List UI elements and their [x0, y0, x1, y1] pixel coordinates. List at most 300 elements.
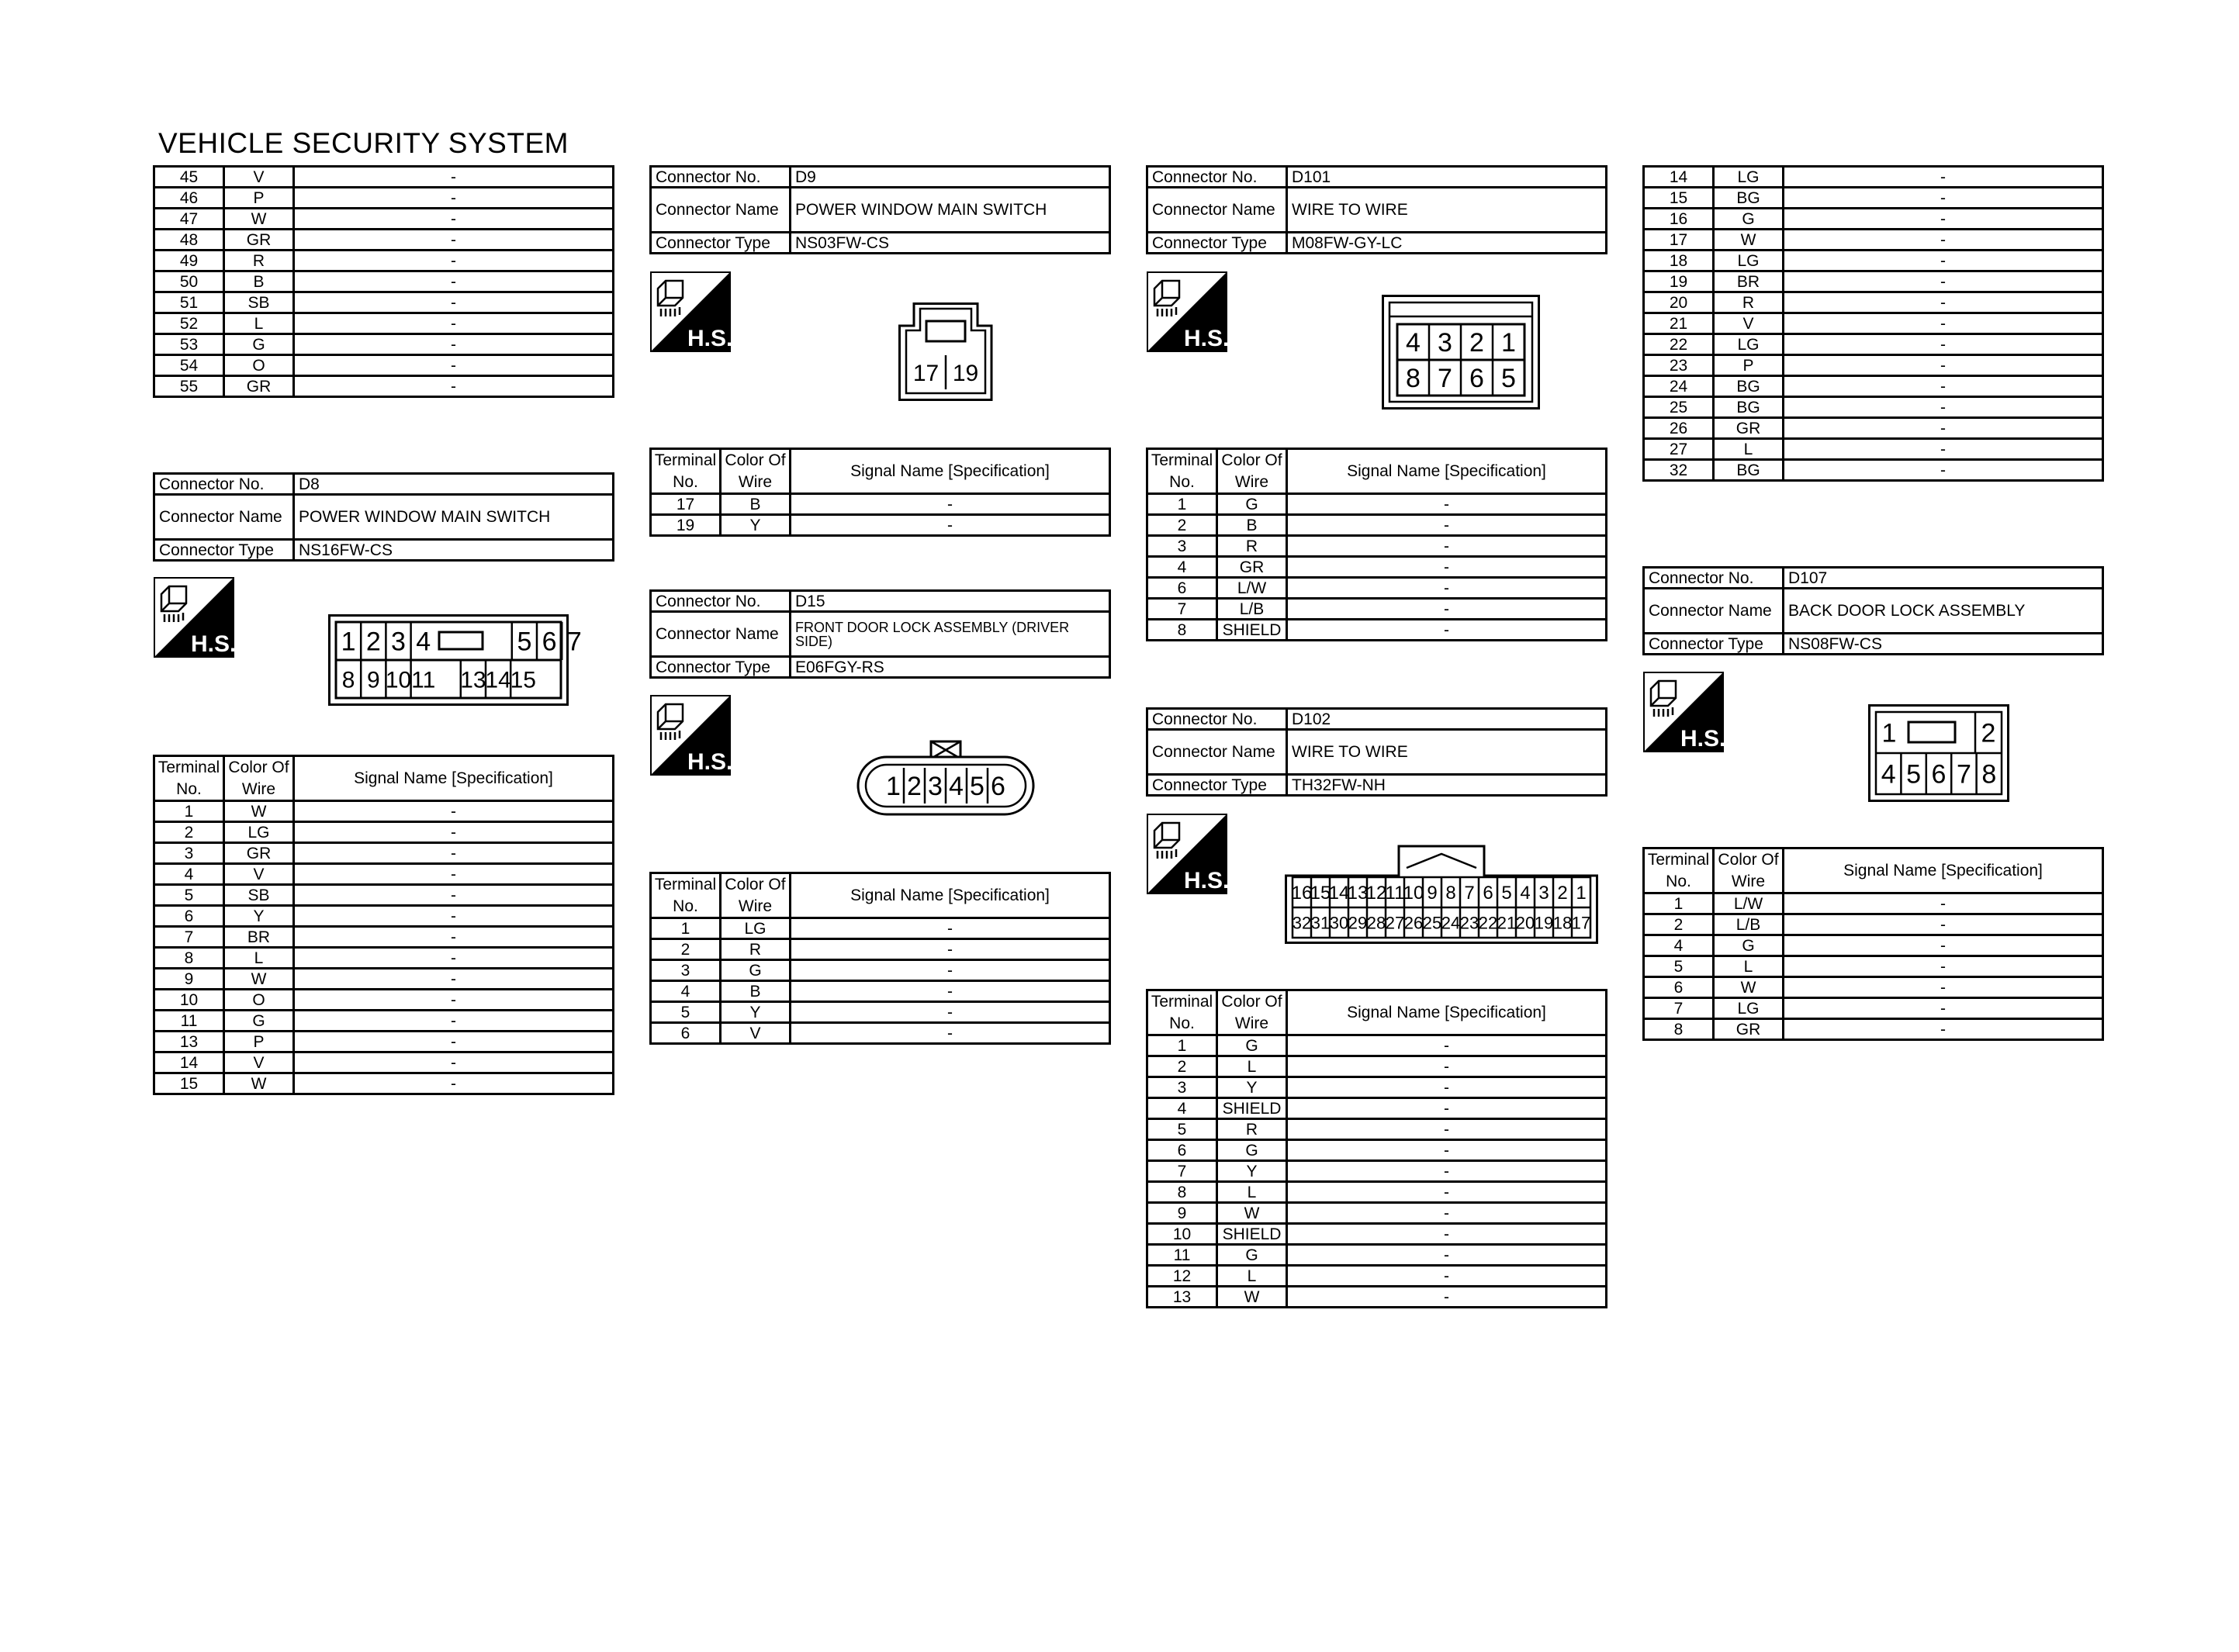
connector-d101-info: [1146, 165, 1607, 254]
terminal-no-cell: 11: [154, 1011, 224, 1032]
harness-side-icon: [1147, 271, 1230, 352]
table-row: [1147, 1245, 1607, 1266]
signal-name-cell: -: [1784, 355, 2103, 376]
wire-color-cell: GR: [1714, 1019, 1784, 1040]
connector-d101-terminals: [1146, 448, 1607, 641]
terminal-no-cell: 32: [1644, 460, 1714, 481]
signal-name-header: Signal Name [Specification]: [1287, 990, 1607, 1035]
terminal-no-cell: 10: [154, 990, 224, 1011]
wire-color-cell: W: [224, 801, 294, 822]
table-row: [1644, 998, 2103, 1019]
terminal-no-cell: 8: [1147, 620, 1217, 641]
terminal-no-cell: 7: [1147, 1161, 1217, 1182]
wire-color-cell: O: [224, 355, 294, 376]
terminal-no-cell: 50: [154, 271, 224, 292]
table-row: [651, 960, 1110, 981]
wire-color-cell: W: [224, 209, 294, 230]
wire-color-cell: Y: [1217, 1077, 1287, 1098]
signal-name-cell: -: [1784, 209, 2103, 230]
wire-color-cell: W: [224, 969, 294, 990]
terminal-no-cell: 5: [651, 1002, 721, 1023]
table-row: [651, 981, 1110, 1002]
pin-number: 6: [1469, 364, 1484, 394]
wire-color-cell: GR: [1714, 418, 1784, 439]
pin-number: 5: [1501, 883, 1512, 904]
terminal-no-cell: 24: [1644, 376, 1714, 397]
terminal-no-cell: 14: [154, 1052, 224, 1073]
wire-color-cell: G: [1217, 1245, 1287, 1266]
pin-number: 4: [416, 627, 431, 657]
signal-name-cell: -: [791, 939, 1110, 960]
terminal-no-cell: 27: [1644, 439, 1714, 460]
terminal-no-cell: 9: [154, 969, 224, 990]
terminal-no-cell: 8: [1644, 1019, 1714, 1040]
wire-color-cell: W: [224, 1073, 294, 1094]
connector-d107-terminals: [1642, 847, 2104, 1041]
table-row: [154, 292, 614, 313]
table-row: [154, 313, 614, 334]
signal-name-cell: -: [294, 843, 614, 864]
color-of-wire-header: Color Of Wire: [224, 756, 294, 801]
signal-name-cell: -: [791, 1023, 1110, 1044]
terminal-no-cell: 47: [154, 209, 224, 230]
table-row: [154, 334, 614, 355]
wire-color-cell: L/B: [1217, 599, 1287, 620]
signal-name-cell: -: [1784, 167, 2103, 188]
terminal-no-cell: 4: [651, 981, 721, 1002]
table-row: [1644, 439, 2103, 460]
wire-color-cell: BG: [1714, 460, 1784, 481]
signal-name-cell: -: [294, 1073, 614, 1094]
terminal-no-cell: 19: [1644, 271, 1714, 292]
signal-name-cell: -: [791, 515, 1110, 536]
wire-color-cell: P: [224, 188, 294, 209]
terminal-no-cell: 6: [1147, 578, 1217, 599]
connector-type-value: NS08FW-CS: [1784, 634, 2103, 655]
terminal-no-cell: 12: [1147, 1266, 1217, 1287]
wire-color-cell: L: [224, 313, 294, 334]
wire-color-cell: Y: [721, 1002, 791, 1023]
table-row: [1147, 1287, 1607, 1308]
wire-color-cell: SHIELD: [1217, 1224, 1287, 1245]
continued-terminal-table: [153, 165, 614, 398]
wire-color-cell: LG: [1714, 167, 1784, 188]
table-row: [154, 906, 614, 927]
wire-color-cell: LG: [224, 822, 294, 843]
table-row: [154, 969, 614, 990]
terminal-no-cell: 15: [154, 1073, 224, 1094]
terminal-no-cell: 55: [154, 376, 224, 397]
signal-name-cell: -: [294, 271, 614, 292]
wire-color-cell: G: [1714, 209, 1784, 230]
terminal-no-cell: 4: [154, 864, 224, 885]
color-of-wire-header: Color Of Wire: [1217, 990, 1287, 1035]
terminal-no-cell: 19: [651, 515, 721, 536]
table-row: [154, 230, 614, 251]
connector-no-label: Connector No.: [1147, 709, 1287, 730]
terminal-no-cell: 16: [1644, 209, 1714, 230]
pin-number: 6: [1931, 759, 1947, 790]
pin-number: 1: [341, 627, 356, 657]
table-row: [651, 1002, 1110, 1023]
pin-number: 23: [1459, 913, 1479, 933]
signal-name-cell: -: [1287, 1035, 1607, 1056]
table-row: [154, 885, 614, 906]
pin-number: 17: [1571, 913, 1591, 933]
table-row: [154, 864, 614, 885]
wire-color-cell: BR: [224, 927, 294, 948]
signal-name-cell: -: [294, 822, 614, 843]
wire-color-cell: LG: [1714, 334, 1784, 355]
pin-number: 3: [1538, 883, 1549, 904]
terminal-table: [1146, 989, 1607, 1308]
signal-name-cell: -: [294, 292, 614, 313]
signal-name-cell: -: [1287, 1140, 1607, 1161]
signal-name-cell: -: [294, 313, 614, 334]
wire-color-cell: GR: [1217, 557, 1287, 578]
signal-name-cell: -: [1287, 620, 1607, 641]
connector-info-table: [649, 165, 1111, 254]
terminal-no-cell: 1: [1644, 893, 1714, 914]
terminal-no-cell: 1: [1147, 494, 1217, 515]
terminal-no-cell: 49: [154, 251, 224, 271]
terminal-no-cell: 18: [1644, 251, 1714, 271]
signal-name-cell: -: [1287, 1161, 1607, 1182]
pin-number: 4: [1881, 759, 1896, 790]
signal-name-cell: -: [1784, 376, 2103, 397]
color-of-wire-header: Color Of Wire: [1217, 449, 1287, 494]
table-row: [154, 251, 614, 271]
table-row: [1147, 536, 1607, 557]
pin-number: 19: [952, 360, 979, 386]
table-row: [1644, 1019, 2103, 1040]
pin-number: 6: [1483, 883, 1493, 904]
connector-no-value: D8: [294, 474, 614, 495]
signal-name-cell: -: [791, 960, 1110, 981]
terminal-no-cell: 1: [651, 918, 721, 939]
signal-name-cell: -: [294, 948, 614, 969]
wire-color-cell: BG: [1714, 397, 1784, 418]
pin-number: 2: [1981, 718, 1996, 748]
pin-number: 2: [1469, 328, 1484, 358]
signal-name-cell: -: [294, 355, 614, 376]
table-row: [1644, 334, 2103, 355]
table-row: [154, 355, 614, 376]
wire-color-cell: L: [1217, 1266, 1287, 1287]
terminal-table: [649, 448, 1111, 537]
signal-name-cell: -: [1784, 460, 2103, 481]
terminal-no-cell: 9: [1147, 1203, 1217, 1224]
signal-name-cell: -: [791, 981, 1110, 1002]
connector-type-value: NS03FW-CS: [791, 233, 1110, 254]
pin-number: 3: [391, 627, 406, 657]
table-row: [1644, 209, 2103, 230]
terminal-no-cell: 7: [1147, 599, 1217, 620]
table-row: [1147, 557, 1607, 578]
pin-number: 1: [1501, 328, 1516, 358]
wire-color-cell: G: [1714, 935, 1784, 956]
harness-side-icon: [1643, 672, 1724, 752]
connector-name-value: POWER WINDOW MAIN SWITCH: [294, 495, 614, 540]
pin-number: 2: [907, 772, 922, 802]
pin-number: 26: [1403, 913, 1424, 933]
wire-color-cell: V: [721, 1023, 791, 1044]
table-row: [1644, 313, 2103, 334]
table-row: [1147, 1224, 1607, 1245]
connector-no-label: Connector No.: [1147, 167, 1287, 188]
wire-color-cell: W: [1217, 1203, 1287, 1224]
terminal-no-cell: 3: [1147, 1077, 1217, 1098]
wire-color-cell: SB: [224, 292, 294, 313]
pin-number: 32: [1292, 913, 1312, 933]
wire-color-cell: L: [1217, 1056, 1287, 1077]
pin-number: 24: [1441, 913, 1461, 933]
connector-d9-terminals: [649, 448, 1111, 537]
signal-name-header: Signal Name [Specification]: [1784, 848, 2103, 893]
connector-info-table: [649, 589, 1111, 679]
connector-name-label: Connector Name: [1147, 188, 1287, 233]
terminal-no-cell: 6: [154, 906, 224, 927]
signal-name-cell: -: [1784, 418, 2103, 439]
table-row: [154, 990, 614, 1011]
connector-no-value: D102: [1287, 709, 1607, 730]
table-row: [1147, 1077, 1607, 1098]
table-row: [1147, 1035, 1607, 1056]
color-of-wire-header: Color Of Wire: [1714, 848, 1784, 893]
terminal-no-cell: 5: [1147, 1119, 1217, 1140]
wire-color-cell: G: [721, 960, 791, 981]
wire-color-cell: Y: [1217, 1161, 1287, 1182]
wire-color-cell: G: [1217, 1035, 1287, 1056]
connector-d15-terminals: [649, 872, 1111, 1045]
terminal-no-cell: 3: [1147, 536, 1217, 557]
signal-name-cell: -: [294, 1052, 614, 1073]
pin-number: 7: [1438, 364, 1452, 394]
wire-color-cell: GR: [224, 376, 294, 397]
signal-name-header: Signal Name [Specification]: [791, 449, 1110, 494]
pin-number: 22: [1478, 913, 1498, 933]
pin-number: 27: [1385, 913, 1405, 933]
wire-color-cell: R: [1217, 536, 1287, 557]
signal-name-cell: -: [791, 494, 1110, 515]
connector-type-value: TH32FW-NH: [1287, 775, 1607, 796]
terminal-no-cell: 2: [1147, 1056, 1217, 1077]
terminal-no-cell: 48: [154, 230, 224, 251]
connector-d102-info: [1146, 707, 1607, 797]
signal-name-cell: -: [1287, 1203, 1607, 1224]
signal-name-cell: -: [1287, 494, 1607, 515]
pin-number: 7: [1956, 759, 1971, 790]
wire-color-cell: GR: [224, 230, 294, 251]
connector-d102-face: [1285, 845, 1598, 944]
wire-color-cell: G: [1217, 1140, 1287, 1161]
wire-color-cell: GR: [224, 843, 294, 864]
terminal-table: [649, 872, 1111, 1045]
signal-name-cell: -: [1784, 313, 2103, 334]
table-row: [1147, 1161, 1607, 1182]
signal-name-cell: -: [1784, 998, 2103, 1019]
connector-name-value: WIRE TO WIRE: [1287, 188, 1607, 233]
wire-color-cell: B: [721, 981, 791, 1002]
wire-color-cell: B: [721, 494, 791, 515]
table-row: [1147, 515, 1607, 536]
terminal-no-cell: 5: [1644, 956, 1714, 977]
harness-side-icon: [650, 695, 731, 776]
pin-number: 6: [991, 772, 1005, 802]
signal-name-cell: -: [1287, 1077, 1607, 1098]
signal-name-cell: -: [1287, 515, 1607, 536]
signal-name-cell: -: [1287, 1098, 1607, 1119]
pin-number: 4: [1406, 328, 1421, 358]
wire-color-cell: V: [224, 167, 294, 188]
signal-name-cell: -: [1287, 578, 1607, 599]
pin-number: 7: [566, 627, 582, 657]
signal-name-cell: -: [1287, 1287, 1607, 1308]
wire-color-cell: L/W: [1217, 578, 1287, 599]
pin-number: 25: [1422, 913, 1442, 933]
wire-color-cell: B: [1217, 515, 1287, 536]
pin-number: 31: [1310, 913, 1331, 933]
table-row: [1147, 1203, 1607, 1224]
terminal-no-cell: 14: [1644, 167, 1714, 188]
table-row: [651, 515, 1110, 536]
connector-info-table: [1146, 707, 1607, 797]
wire-color-cell: R: [224, 251, 294, 271]
signal-name-cell: -: [294, 927, 614, 948]
wire-color-cell: Y: [224, 906, 294, 927]
signal-name-cell: -: [1784, 292, 2103, 313]
connector-no-label: Connector No.: [154, 474, 294, 495]
signal-name-cell: -: [1784, 188, 2103, 209]
pin-number: 10: [1403, 883, 1424, 904]
wire-color-cell: L: [224, 948, 294, 969]
table-row: [1147, 494, 1607, 515]
wire-color-cell: V: [224, 1052, 294, 1073]
table-row: [1147, 578, 1607, 599]
terminal-no-cell: 7: [1644, 998, 1714, 1019]
connector-d107-info: [1642, 566, 2104, 655]
connector-type-value: M08FW-GY-LC: [1287, 233, 1607, 254]
terminal-no-cell: 3: [651, 960, 721, 981]
wire-color-cell: R: [721, 939, 791, 960]
terminal-no-cell: 11: [1147, 1245, 1217, 1266]
connector-no-label: Connector No.: [1644, 568, 1784, 589]
table-row: [1147, 1098, 1607, 1119]
terminal-no-cell: 3: [154, 843, 224, 864]
table-row: [1644, 355, 2103, 376]
wire-color-cell: BR: [1714, 271, 1784, 292]
pin-number: 8: [1406, 364, 1421, 394]
terminal-table: [1642, 847, 2104, 1041]
wire-color-cell: L/W: [1714, 893, 1784, 914]
terminal-no-cell: 13: [154, 1032, 224, 1052]
wire-color-cell: L: [1714, 439, 1784, 460]
pin-number: 1: [1881, 718, 1897, 748]
terminal-no-cell: 53: [154, 334, 224, 355]
terminal-no-cell: 17: [651, 494, 721, 515]
connector-type-value: E06FGY-RS: [791, 657, 1110, 678]
pin-number: 18: [1552, 913, 1573, 933]
signal-name-cell: -: [1784, 935, 2103, 956]
connector-d15-face: [856, 738, 1035, 817]
connector-type-label: Connector Type: [1147, 233, 1287, 254]
wire-color-cell: SB: [224, 885, 294, 906]
pin-number: 5: [970, 772, 985, 802]
pin-number: 14: [485, 667, 511, 693]
terminal-no-header: Terminal No.: [651, 873, 721, 918]
signal-name-cell: -: [1784, 397, 2103, 418]
wire-color-cell: P: [1714, 355, 1784, 376]
connector-name-label: Connector Name: [1147, 730, 1287, 775]
pin-number: 7: [1464, 883, 1475, 904]
signal-name-cell: -: [1287, 599, 1607, 620]
terminal-no-cell: 2: [154, 822, 224, 843]
table-row: [1644, 376, 2103, 397]
table-row: [154, 948, 614, 969]
connector-d8-terminals: [153, 755, 614, 1095]
pin-number: 1: [1576, 883, 1587, 904]
signal-name-cell: -: [294, 990, 614, 1011]
table-row: [1644, 460, 2103, 481]
table-row: [154, 376, 614, 397]
pin-number: 30: [1329, 913, 1349, 933]
signal-name-cell: -: [1287, 1224, 1607, 1245]
pin-number: 8: [341, 667, 355, 693]
signal-name-cell: -: [1784, 439, 2103, 460]
signal-name-cell: -: [1784, 956, 2103, 977]
connector-d9-face: [898, 302, 993, 401]
pin-number: 21: [1497, 913, 1517, 933]
table-row: [154, 927, 614, 948]
table-row: [1147, 1266, 1607, 1287]
pin-number: 5: [517, 627, 532, 657]
table-row: [154, 843, 614, 864]
terminal-no-header: Terminal No.: [154, 756, 224, 801]
connector-name-value: BACK DOOR LOCK ASSEMBLY: [1784, 589, 2103, 634]
signal-name-cell: -: [294, 167, 614, 188]
terminal-no-cell: 26: [1644, 418, 1714, 439]
pin-number: 4: [949, 772, 964, 802]
terminal-no-cell: 6: [1147, 1140, 1217, 1161]
table-row: [1644, 397, 2103, 418]
connector-no-label: Connector No.: [651, 167, 791, 188]
terminal-no-cell: 25: [1644, 397, 1714, 418]
wire-color-cell: B: [224, 271, 294, 292]
table-row: [1147, 1140, 1607, 1161]
signal-name-cell: -: [1287, 557, 1607, 578]
table-row: [1644, 167, 2103, 188]
connector-d102-terminals: [1146, 989, 1607, 1308]
wire-color-cell: L: [1714, 956, 1784, 977]
wire-color-cell: SHIELD: [1217, 620, 1287, 641]
wire-color-cell: V: [224, 864, 294, 885]
terminal-no-cell: 1: [154, 801, 224, 822]
pin-number: 14: [1328, 883, 1350, 904]
pin-number: 9: [366, 667, 380, 693]
connector-type-label: Connector Type: [651, 233, 791, 254]
wire-color-cell: BG: [1714, 188, 1784, 209]
terminal-no-cell: 54: [154, 355, 224, 376]
table-row: [154, 801, 614, 822]
harness-side-icon: [1147, 814, 1230, 894]
pin-number: 2: [365, 627, 381, 657]
pin-number: 3: [1438, 328, 1452, 358]
signal-name-cell: -: [1784, 271, 2103, 292]
connector-type-label: Connector Type: [1644, 634, 1784, 655]
pin-number: 4: [1520, 883, 1531, 904]
pin-number: 17: [912, 360, 940, 386]
signal-name-cell: -: [294, 801, 614, 822]
